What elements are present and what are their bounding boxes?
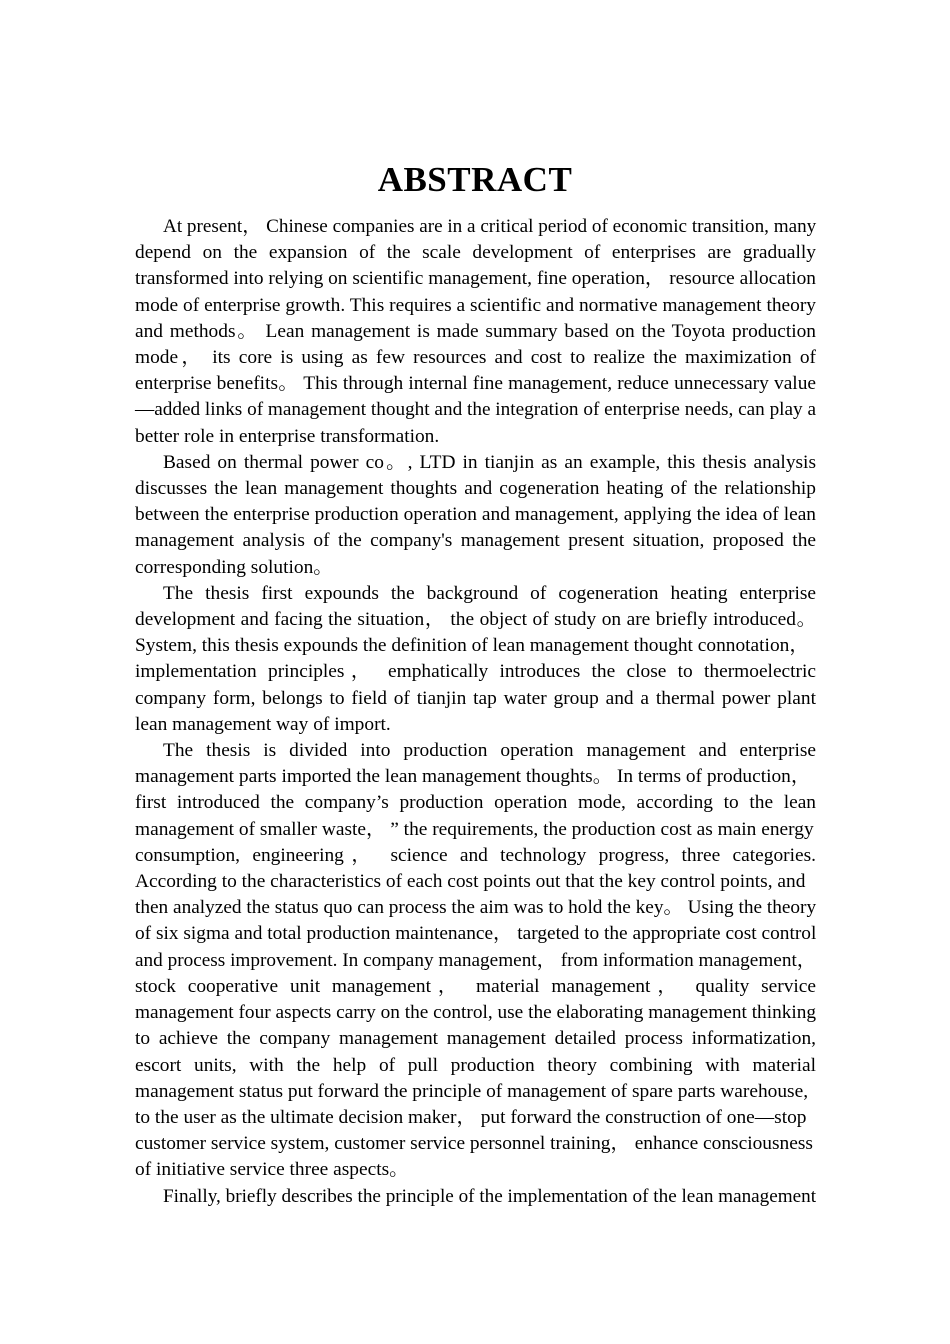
paragraph-1 bbox=[135, 214, 816, 450]
text-line: of initiative service three aspects。 bbox=[135, 1159, 409, 1181]
text-line: depend on the expansion of the scale development of enterprises are gradually bbox=[135, 242, 816, 264]
text-line: According to the characteristics of each cost points out that the key control points, and bbox=[135, 871, 806, 893]
text-line: management parts imported the lean management thoughts。 In terms of production， bbox=[135, 766, 811, 788]
text-line: development and facing the situation， the object of study on are briefly introduced。 bbox=[135, 609, 816, 631]
text-line: Based on thermal power co。, LTD in tianjin as an example, this thesis analysis bbox=[163, 451, 816, 473]
page-title: ABSTRACT bbox=[377, 160, 573, 200]
text-line: between the enterprise production operation and management, applying the idea of lean bbox=[135, 504, 816, 526]
text-line: management status put forward the principle of management of spare parts warehouse, bbox=[135, 1080, 809, 1102]
text-line: System, this thesis expounds the definition of lean management thought connotation， bbox=[135, 635, 809, 657]
text-line: first introduced the company’s production operation mode, according to the lean bbox=[135, 792, 816, 814]
text-line: and methods。 Lean management is made summary based on the Toyota production bbox=[135, 320, 816, 342]
text-line: then analyzed the status quo can process the aim was to hold the key。 Using the theory bbox=[135, 897, 817, 919]
paragraph-3 bbox=[135, 581, 816, 738]
text-line: The thesis is divided into production operation management and enterprise bbox=[163, 740, 816, 762]
text-line: The thesis first expounds the background of cogeneration heating enterprise bbox=[163, 582, 816, 604]
text-line: implementation principles， emphatically introduces the close to thermoelectric bbox=[135, 661, 816, 683]
text-line: management four aspects carry on the control, use the elaborating management thinking bbox=[135, 1002, 817, 1024]
paragraph-4 bbox=[135, 738, 816, 1183]
text-line: of six sigma and total production maintenance， targeted to the appropriate cost control bbox=[135, 923, 817, 945]
text-line: to achieve the company management management detailed process informatization, bbox=[135, 1028, 816, 1050]
text-line: better role in enterprise transformation. bbox=[135, 425, 440, 447]
text-line: Finally, briefly describes the principle of the implementation of the lean management bbox=[163, 1185, 817, 1207]
text-line: customer service system, customer service personnel training， enhance consciousness bbox=[135, 1133, 813, 1155]
text-line: to the user as the ultimate decision maker， put forward the construction of one—stop bbox=[135, 1106, 807, 1128]
text-line: transformed into relying on scientific management, fine operation， resource allocation bbox=[135, 268, 816, 290]
paragraph-2 bbox=[135, 450, 816, 581]
text-line: lean management way of import. bbox=[135, 713, 391, 735]
abstract-body bbox=[135, 214, 816, 1210]
text-line: mode of enterprise growth. This requires a scientific and normative management theory bbox=[135, 294, 816, 316]
text-line: —added links of management thought and the integration of enterprise needs, can play a bbox=[135, 399, 816, 421]
text-line: discusses the lean management thoughts and cogeneration heating of the relationship bbox=[135, 478, 816, 500]
text-line: consumption, engineering， science and technology progress, three categories. bbox=[135, 844, 816, 866]
text-line: At present， Chinese companies are in a critical period of economic transition, many bbox=[163, 216, 817, 237]
text-line: management analysis of the company's management present situation, proposed the bbox=[135, 530, 816, 552]
text-line: stock cooperative unit management， material management， quality service bbox=[135, 975, 816, 997]
text-line: and process improvement. In company management， from information management， bbox=[135, 949, 817, 971]
text-line: escort units, with the help of pull production theory combining with material bbox=[135, 1054, 816, 1076]
text-line: enterprise benefits。 This through internal fine management, reduce unnecessary value bbox=[135, 373, 816, 395]
text-line: company form, belongs to field of tianjin tap water group and a thermal power plant bbox=[135, 687, 816, 709]
paragraph-5 bbox=[135, 1184, 816, 1210]
text-line: corresponding solution。 bbox=[135, 556, 333, 578]
text-line: management of smaller waste， ” the requirements, the production cost as main energy bbox=[135, 818, 814, 840]
text-line: mode， its core is using as few resources and cost to realize the maximization of bbox=[135, 347, 816, 369]
